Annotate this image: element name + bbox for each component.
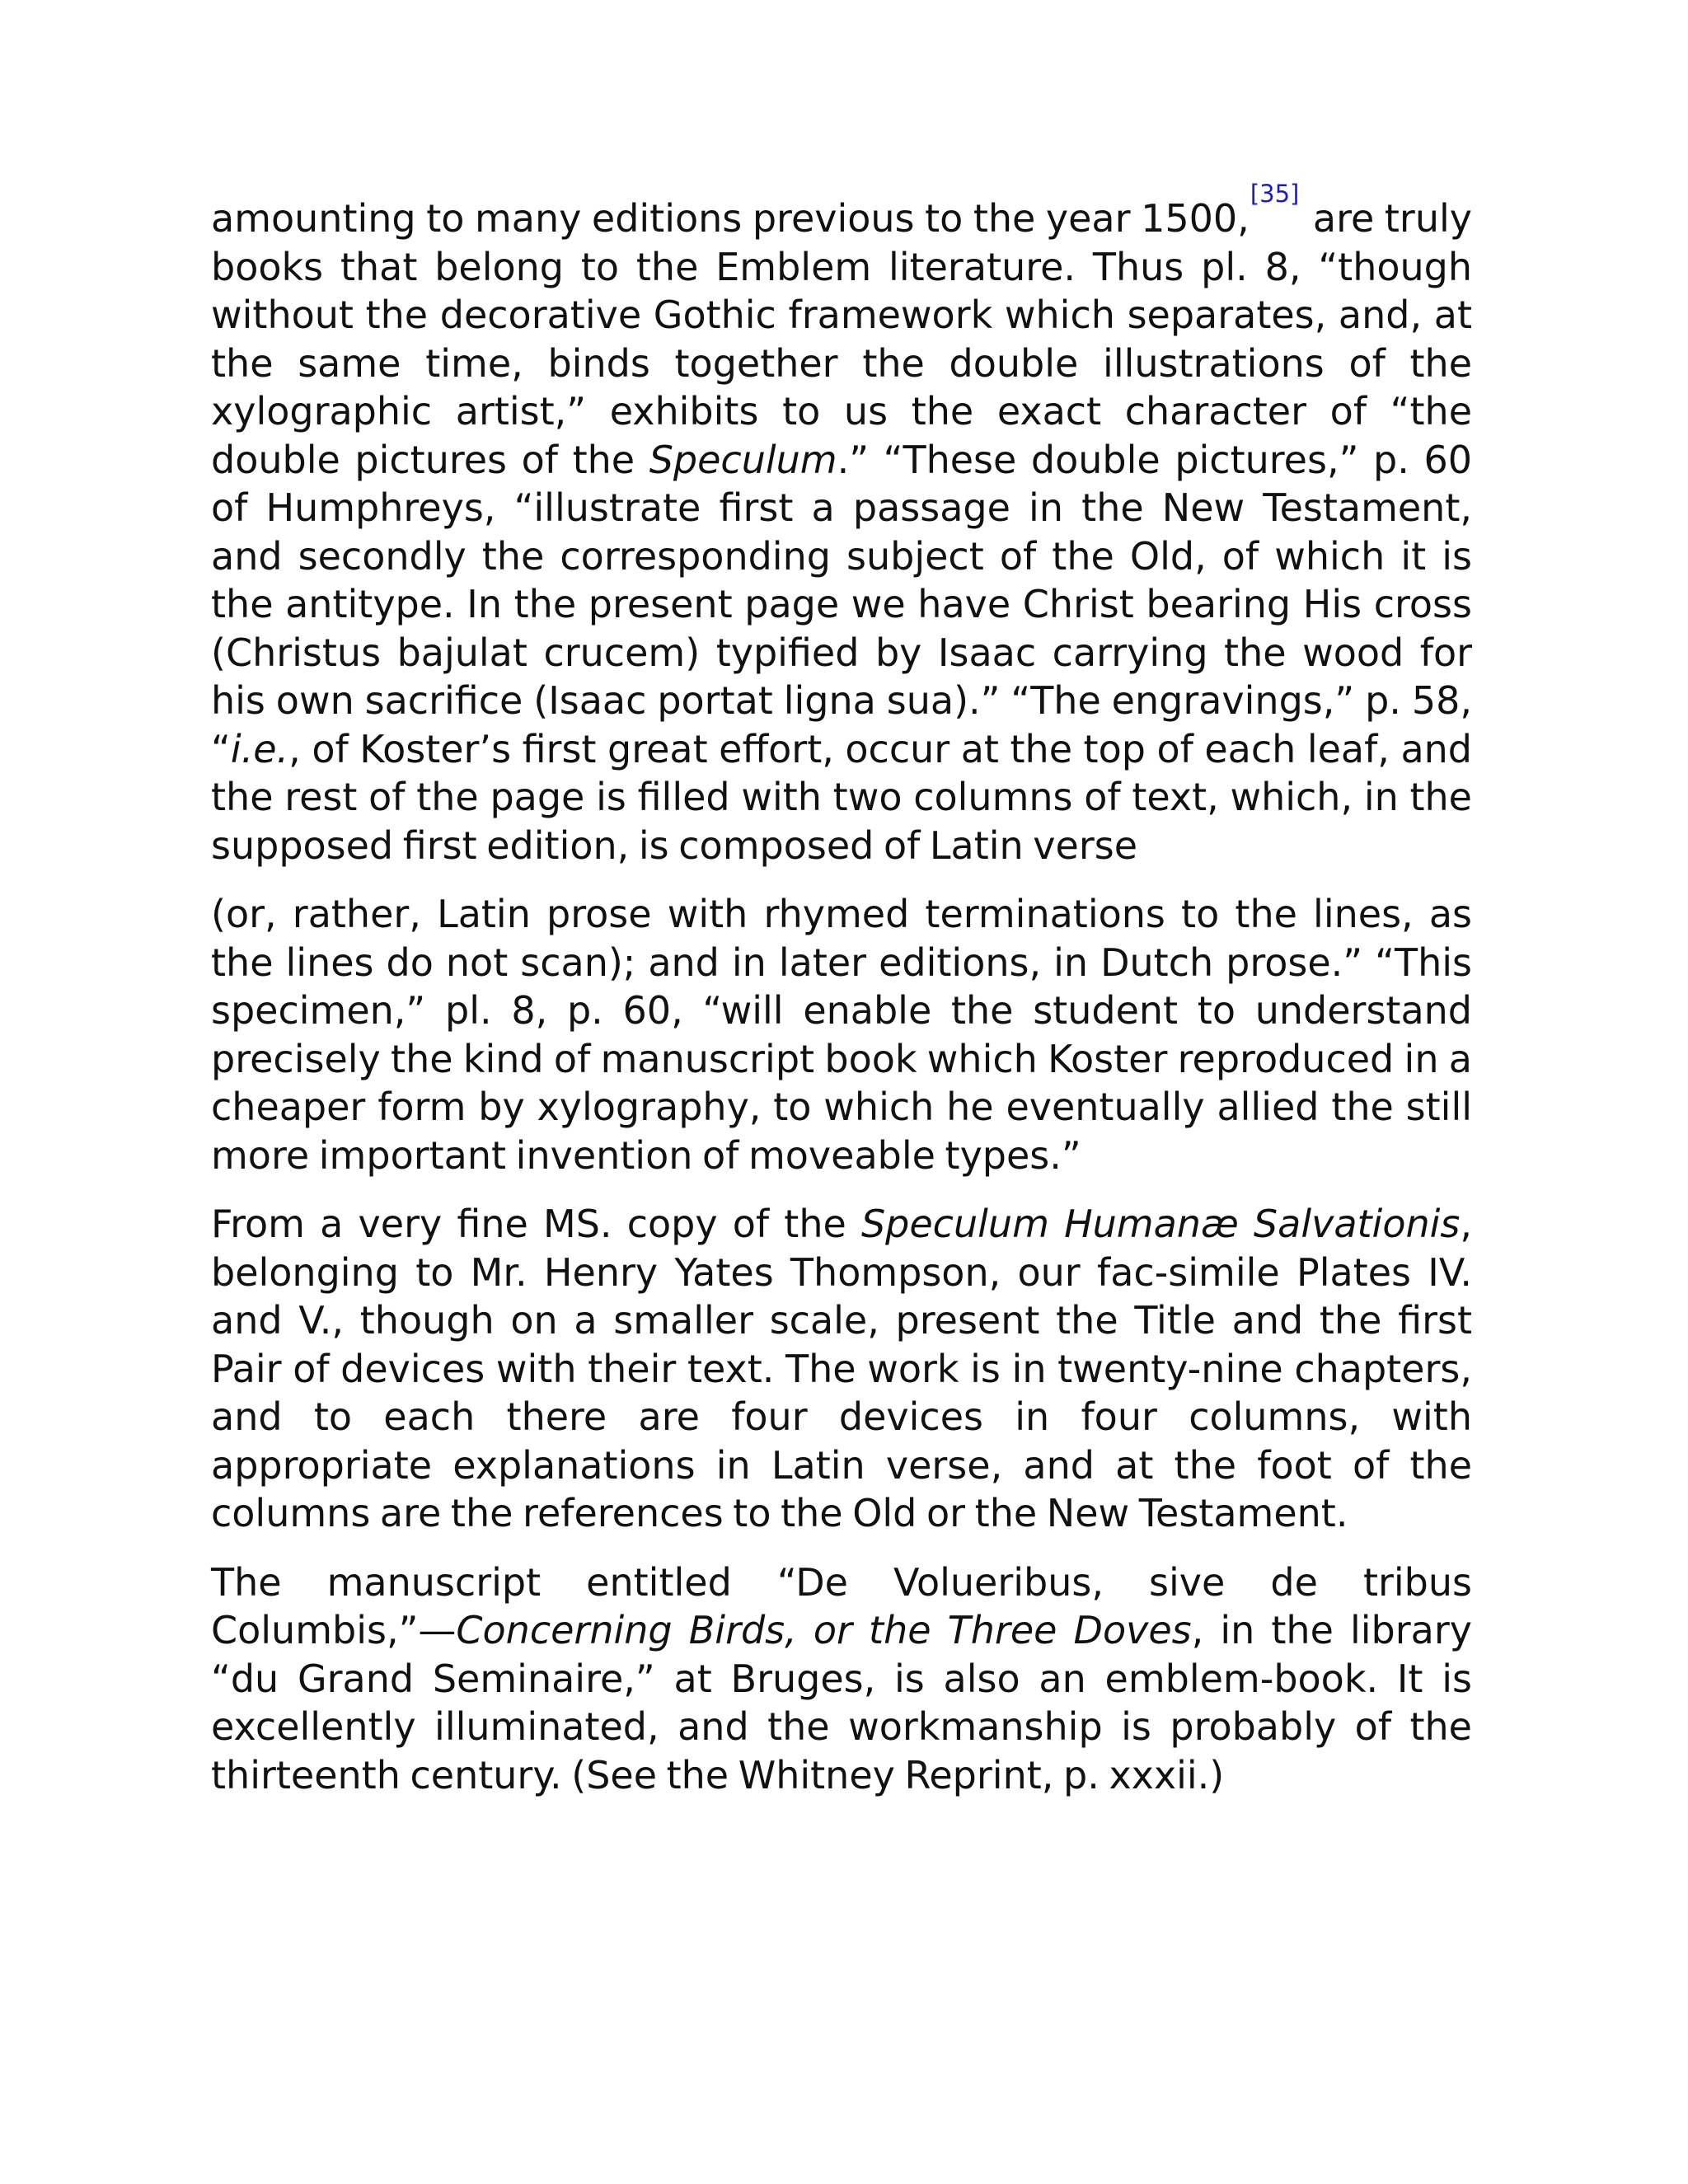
paragraph-3 (211, 1200, 1472, 1538)
text-run: , in the library “du Grand Seminaire,” at Bruges, is also an emblem-book. It is excellently illuminated, and the workmanship is probably of the thirteenth century. (See the Whitney Reprint, p. xxxii.) (211, 1608, 1472, 1797)
document-body (211, 179, 1472, 1820)
text-run: , of Koster’s first great effort, occur at the top of each leaf, and the rest of the page is filled with two columns of text, which, in the supposed first edition, is composed of Latin verse (211, 726, 1472, 868)
text-run: (or, rather, Latin prose with rhymed terminations to the lines, as the lines do not scan); and in later editions, in Dutch prose.” “This specimen,” pl. 8, p. 60, “will enable the student to understand precisely the kind of manuscript book which Koster reproduced in a cheaper form by xylography, to which he eventually allied the still more important invention of moveable types.” (211, 892, 1472, 1178)
text-run: , belonging to Mr. Henry Yates Thompson, our fac-simile Plates IV. and V., though on a smaller scale, present the Title and the first Pair of devices with their text. The work is in twenty-nine chapters, and to each there are four devices in four columns, with appropriate explanations in Latin verse, and at the foot of the columns are the references to the Old or the New Testament. (211, 1202, 1472, 1535)
italic-ie: i.e. (230, 726, 289, 771)
footnote-link-35[interactable]: [35] (1250, 179, 1300, 208)
text-run: are truly books that belong to the Emblem literature. Thus pl. 8, “though without the decorative Gothic framework which separates, and, at the same time, binds together the double illustrations of the xylographic artist,” exhibits to us the exact character of “the double pictures of the (211, 196, 1472, 482)
text-run: .” “These double pictures,” p. 60 of Humphreys, “illustrate first a passage in the New Testament, and secondly the corresponding subject of the Old, of which it is the antitype. In the present page we have Christ bearing His cross (Christus bajulat crucem) typified by Isaac carrying the wood for his own sacrifice (Isaac portat ligna sua).” “The engravings,” p. 58, “ (211, 437, 1472, 771)
paragraph-1 (211, 179, 1472, 869)
paragraph-2 (211, 890, 1472, 1179)
italic-title-concerning-birds: Concerning Birds, or the Three Doves (456, 1608, 1192, 1652)
paragraph-4 (211, 1558, 1472, 1800)
italic-title-speculum-humanae-salvationis: Speculum Humanæ Salvationis (860, 1202, 1461, 1246)
text-run: From a very fine MS. copy of the (211, 1202, 861, 1246)
italic-title-speculum: Speculum (649, 437, 837, 482)
text-run: amounting to many editions previous to the year 1500, (211, 196, 1250, 241)
text-run: The manuscript entitled “De Volueribus, sive de tribus Columbis,”— (211, 1559, 1472, 1652)
